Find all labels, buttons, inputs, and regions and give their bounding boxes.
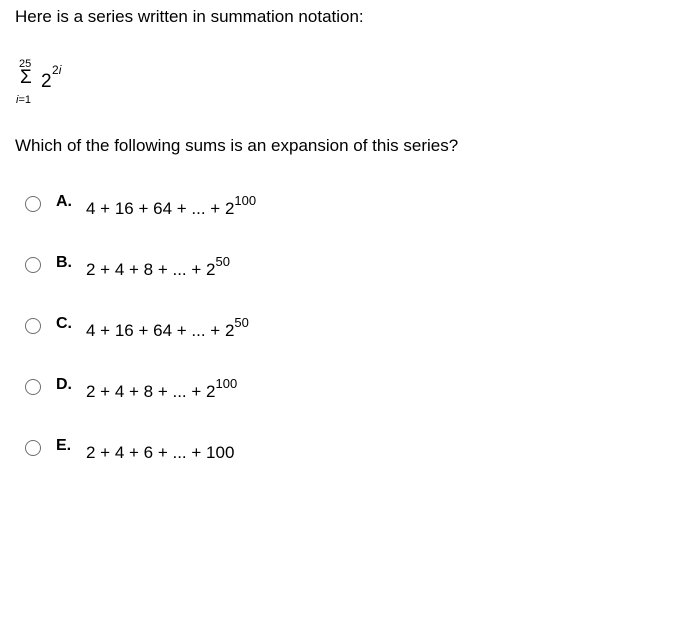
radio-button-e[interactable] bbox=[25, 440, 41, 456]
option-exponent: 100 bbox=[234, 193, 257, 209]
option-b[interactable] bbox=[24, 252, 424, 280]
option-expression bbox=[86, 443, 234, 463]
radio-button-b[interactable] bbox=[25, 257, 41, 273]
question-text: Which of the following sums is an expansion of this series? bbox=[15, 136, 459, 155]
summation-index-var: i bbox=[16, 94, 19, 106]
option-c[interactable] bbox=[24, 313, 424, 341]
option-expression bbox=[86, 254, 230, 280]
radio-button-a[interactable] bbox=[25, 196, 41, 212]
intro-text: Here is a series written in summation notation: bbox=[15, 7, 364, 26]
option-exponent: 100 bbox=[215, 376, 238, 392]
summation-notation bbox=[16, 58, 86, 112]
option-d[interactable] bbox=[24, 374, 424, 402]
radio-button-c[interactable] bbox=[25, 318, 41, 334]
option-expression bbox=[86, 376, 238, 402]
summation-lower-limit bbox=[16, 94, 31, 106]
radio-button-d[interactable] bbox=[25, 379, 41, 395]
option-expression bbox=[86, 315, 249, 341]
summation-sigma-symbol: Σ bbox=[20, 67, 32, 88]
option-expression-main: 4 + 16 + 64 + ... + 2 bbox=[86, 321, 235, 340]
option-exponent: 50 bbox=[215, 254, 230, 270]
summation-term-exponent bbox=[52, 64, 61, 77]
option-a[interactable] bbox=[24, 191, 424, 219]
summation-exp-var: i bbox=[58, 63, 62, 77]
option-exponent: 50 bbox=[234, 315, 249, 331]
option-expression-main: 2 + 4 + 8 + ... + 2 bbox=[86, 382, 216, 401]
option-letter: D. bbox=[56, 376, 72, 393]
option-e[interactable] bbox=[24, 435, 424, 463]
option-expression-main: 2 + 4 + 6 + ... + 100 bbox=[86, 443, 235, 462]
option-expression-main: 2 + 4 + 8 + ... + 2 bbox=[86, 260, 216, 279]
option-letter: A. bbox=[56, 193, 72, 210]
option-expression bbox=[86, 193, 257, 219]
option-expression-main: 4 + 16 + 64 + ... + 2 bbox=[86, 199, 235, 218]
summation-exp-base: 2 bbox=[52, 63, 59, 77]
option-letter: C. bbox=[56, 315, 72, 332]
summation-upper-limit: 25 bbox=[19, 58, 32, 70]
summation-lower-value: =1 bbox=[18, 94, 31, 106]
option-letter: E. bbox=[56, 437, 72, 454]
option-letter: B. bbox=[56, 254, 72, 271]
summation-term-base: 2 bbox=[41, 71, 52, 92]
